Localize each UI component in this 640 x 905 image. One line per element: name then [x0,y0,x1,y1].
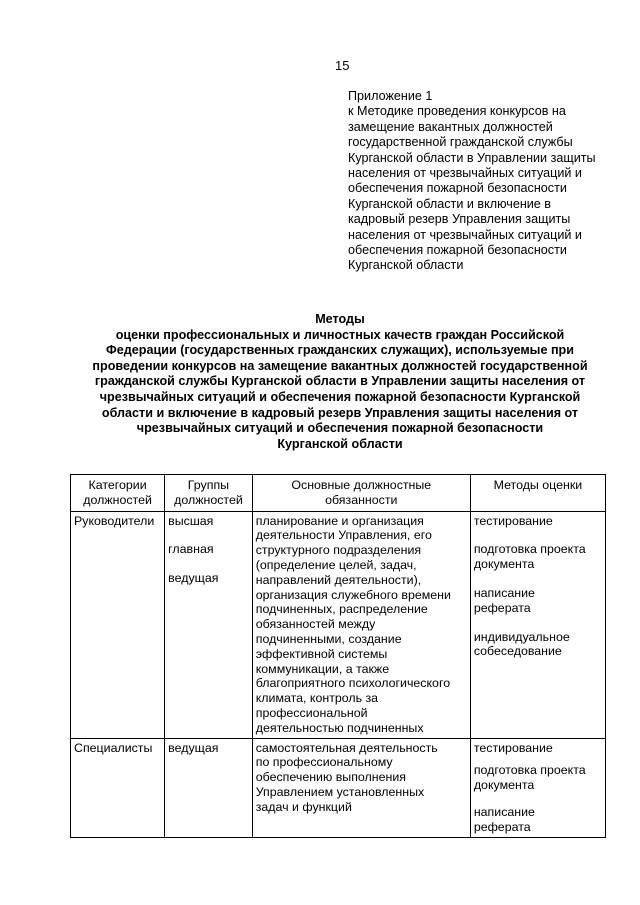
appendix-line: к Методике проведения конкурсов на [348,104,566,119]
header-groups [165,475,253,512]
header-methods [470,475,605,512]
appendix-line: Курганской области [348,258,464,273]
groups-cell [165,511,253,738]
method-text: подготовка проекта [473,542,586,557]
title-line: проведении конкурсов на замещение вакантных должностей государственной [92,358,588,373]
header-text: Категории [88,478,147,492]
table-row [71,738,606,837]
group-text: высшая [168,513,214,528]
title-line: области и включение в кадровый резерв Управления защиты населения от [101,405,579,420]
duty-line: эффективной системы [255,646,388,661]
duty-line: организация служебного времени [255,587,451,602]
category-text: Специалисты [74,740,153,755]
method-text: реферата [473,819,531,834]
duty-line: климата, контроль за [255,691,379,706]
group-text: ведущая [168,740,219,755]
duty-line: коммуникации, а также [255,661,390,676]
duty-line: самостоятельная деятельность [255,740,438,755]
duty-line: (определение целей, задач, [255,557,417,572]
header-text: должностей [83,492,152,507]
header-duties [252,475,470,512]
header-text: Методы оценки [493,478,583,492]
title-line: чрезвычайных ситуаций и обеспечения пожарной безопасности Курганской [99,389,581,404]
methods-cell [470,511,605,738]
title-line: гражданской службы Курганской области в Управлении защиты населения от [94,374,586,389]
title-line: Методы [315,312,365,326]
appendix-line: населения от чрезвычайных ситуаций и [348,227,582,242]
duty-line: благоприятного психологического [255,676,451,691]
methods-table [70,474,606,838]
duty-line: профессиональной [255,705,368,720]
table-header-row [71,475,606,512]
duty-line: обеспечению выполнения [255,770,406,785]
duty-line: планирование и организация [255,513,424,528]
title-line: чрезвычайных ситуаций и обеспечения пожарной безопасности [136,421,544,436]
header-categories [71,475,165,512]
appendix-line: населения от чрезвычайных ситуаций и [348,166,582,181]
group-text: главная [168,542,214,557]
category-text: Руководители [74,513,155,528]
appendix-line: обеспечения пожарной безопасности [348,181,567,196]
duty-line: направлений деятельности), [255,572,422,587]
appendix-header [348,89,620,274]
method-text: собеседование [473,644,562,659]
title-line: оценки профессиональных и личностных качеств граждан Российской [115,327,565,342]
method-text: реферата [473,600,531,615]
header-text: должностей [174,492,243,507]
appendix-line: государственной гражданской службы [348,135,573,150]
header-text: Группы [187,478,230,492]
table-row [71,511,606,738]
category-cell [71,738,165,837]
duty-line: по профессиональному [255,755,393,770]
duty-line: деятельности Управления, его [255,528,432,543]
duties-cell [252,738,470,837]
methods-cell [470,738,605,837]
page-number: 15 [335,58,350,73]
appendix-line: Приложение 1 [348,89,433,103]
duty-line: деятельностью подчиненных [255,720,424,735]
appendix-line: обеспечения пожарной безопасности [348,243,567,258]
duty-line: подчиненных, распределение [255,602,428,617]
header-text: Основные должностные [291,478,432,492]
duty-line: подчиненными, создание [255,631,402,646]
method-text: написание [473,585,535,600]
appendix-line: замещение вакантных должностей [348,119,553,134]
method-text: тестирование [473,740,553,755]
groups-cell [165,738,253,837]
method-text: документа [473,557,535,572]
method-text: написание [473,804,535,819]
duty-line: структурного подразделения [255,543,422,558]
duties-cell [252,511,470,738]
duty-line: обязанностей между [255,617,376,632]
header-text: обязанности [325,492,398,507]
appendix-line: кадровый резерв Управления защиты [348,212,571,227]
document-title [60,312,620,452]
title-line: Курганской области [277,436,403,451]
appendix-line: Курганской области и включение в [348,196,551,211]
method-text: тестирование [473,513,553,528]
method-text: индивидуальное [473,629,570,644]
duty-line: Управлением установленных [255,784,425,799]
group-text: ведущая [168,571,219,586]
category-cell [71,511,165,738]
appendix-line: Курганской области в Управлении защиты [348,150,596,165]
method-text: документа [473,778,535,793]
duty-line: задач и функций [255,799,352,814]
title-line: Федерации (государственных гражданских служащих), используемые при [106,343,574,358]
method-text: подготовка проекта [473,763,586,778]
